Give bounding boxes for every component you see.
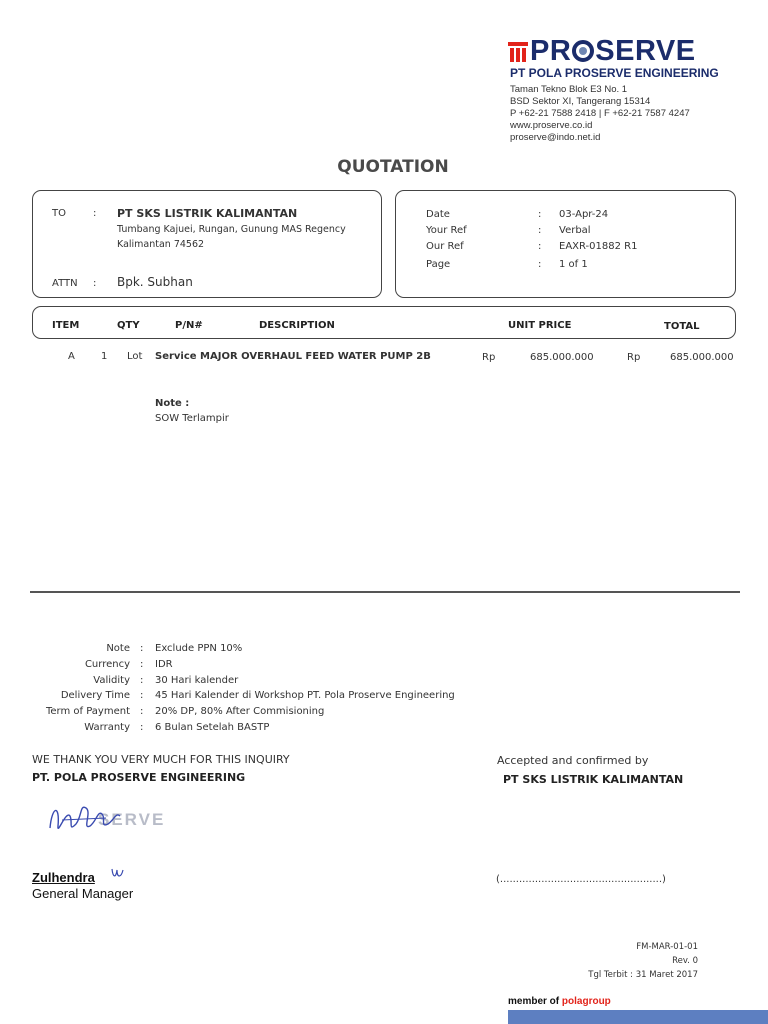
form-code: FM-MAR-01-01 [636, 942, 698, 952]
to-colon: : [93, 208, 97, 219]
row-item: A [68, 351, 75, 362]
term-label: Warranty [84, 722, 130, 733]
email-line: proserve@indo.net.id [510, 132, 601, 143]
to-label: TO [52, 208, 66, 219]
term-colon: : [140, 643, 144, 654]
term-label: Validity [93, 675, 130, 686]
thank-you-line: WE THANK YOU VERY MUCH FOR THIS INQUIRY [32, 753, 290, 766]
initial-scribble [110, 866, 126, 880]
meta-value-our-ref: EAXR-01882 R1 [559, 241, 638, 252]
term-colon: : [140, 706, 144, 717]
meta-value-your-ref: Verbal [559, 225, 591, 236]
meta-colon: : [538, 225, 542, 236]
logo-text-a: PR [530, 35, 572, 67]
company-logo [508, 36, 696, 66]
meta-label-your-ref: Your Ref [426, 225, 467, 236]
col-header-pn: P/N# [175, 320, 203, 331]
meta-value-date: 03-Apr-24 [559, 209, 609, 220]
meta-colon: : [538, 209, 542, 220]
meta-label-our-ref: Our Ref [426, 241, 464, 252]
logo-mark-icon [508, 42, 528, 62]
website-line: www.proserve.co.id [510, 120, 593, 131]
term-colon: : [140, 690, 144, 701]
term-label: Term of Payment [45, 706, 130, 717]
term-label: Delivery Time [60, 690, 130, 701]
term-value: 30 Hari kalender [155, 675, 239, 686]
customer-name: PT SKS LISTRIK KALIMANTAN [503, 773, 684, 786]
customer-sign-line: (...................................................) [496, 874, 666, 885]
meta-colon: : [538, 259, 542, 270]
logo-text-b: SERVE [595, 35, 696, 67]
address-line: Taman Tekno Blok E3 No. 1 [510, 84, 628, 95]
col-header-description: DESCRIPTION [259, 320, 335, 331]
section-divider [30, 591, 740, 593]
row-description: Service MAJOR OVERHAUL FEED WATER PUMP 2B [155, 351, 431, 362]
accepted-label: Accepted and confirmed by [497, 754, 649, 767]
header-company-name: PT POLA PROSERVE ENGINEERING [510, 66, 719, 80]
row-unit-price: 685.000.000 [530, 352, 594, 363]
row-unit: Lot [127, 351, 143, 362]
term-colon: : [140, 675, 144, 686]
note-text: SOW Terlampir [155, 413, 229, 424]
address-line: BSD Sektor XI, Tangerang 15314 [510, 96, 651, 107]
term-value: 6 Bulan Setelah BASTP [155, 722, 270, 733]
issuer-company: PT. POLA PROSERVE ENGINEERING [32, 771, 246, 784]
meta-colon: : [538, 241, 542, 252]
polagroup-logo: polagroup [561, 996, 611, 1007]
company-stamp: SERVE [52, 810, 165, 830]
signer-title: General Manager [32, 886, 134, 901]
meta-value-page: 1 of 1 [559, 259, 588, 270]
row-total: 685.000.000 [670, 352, 734, 363]
footer-bar [508, 1010, 768, 1024]
col-header-unit-price: UNIT PRICE [508, 320, 572, 331]
term-label: Note [106, 643, 130, 654]
document-title: QUOTATION [337, 157, 449, 177]
col-header-total: TOTAL [664, 321, 700, 332]
meta-label-date: Date [426, 209, 450, 220]
attn-colon: : [93, 278, 97, 289]
meta-label-page: Page [426, 259, 451, 270]
row-currency-total: Rp [627, 352, 641, 363]
col-header-qty: QTY [117, 320, 140, 331]
term-colon: : [140, 659, 144, 670]
term-colon: : [140, 722, 144, 733]
issue-date: Tgl Terbit : 31 Maret 2017 [588, 970, 698, 980]
col-header-item: ITEM [52, 320, 80, 331]
row-qty: 1 [101, 351, 108, 362]
term-value: 45 Hari Kalender di Workshop PT. Pola Proserve Engineering [155, 690, 455, 701]
row-currency-unit: Rp [482, 352, 496, 363]
term-value: 20% DP, 80% After Commisioning [155, 706, 325, 717]
signature-scribble [46, 796, 136, 840]
term-label: Currency [84, 659, 130, 670]
revision: Rev. 0 [672, 956, 698, 966]
signer-name: Zulhendra [32, 870, 95, 885]
attn-label: ATTN [52, 278, 78, 289]
attn-name: Bpk. Subhan [117, 275, 193, 289]
logo-swirl-icon [572, 40, 594, 62]
term-value: Exclude PPN 10% [155, 643, 243, 654]
term-value: IDR [155, 659, 173, 670]
note-title: Note : [155, 398, 190, 409]
recipient-address-2: Kalimantan 74562 [117, 239, 205, 250]
recipient-name: PT SKS LISTRIK KALIMANTAN [117, 207, 298, 220]
recipient-address-1: Tumbang Kajuei, Rungan, Gunung MAS Regency [117, 224, 346, 235]
member-of-label: member of polagroup [508, 996, 611, 1007]
phone-line: P +62-21 7588 2418 | F +62-21 7587 4247 [510, 108, 690, 119]
